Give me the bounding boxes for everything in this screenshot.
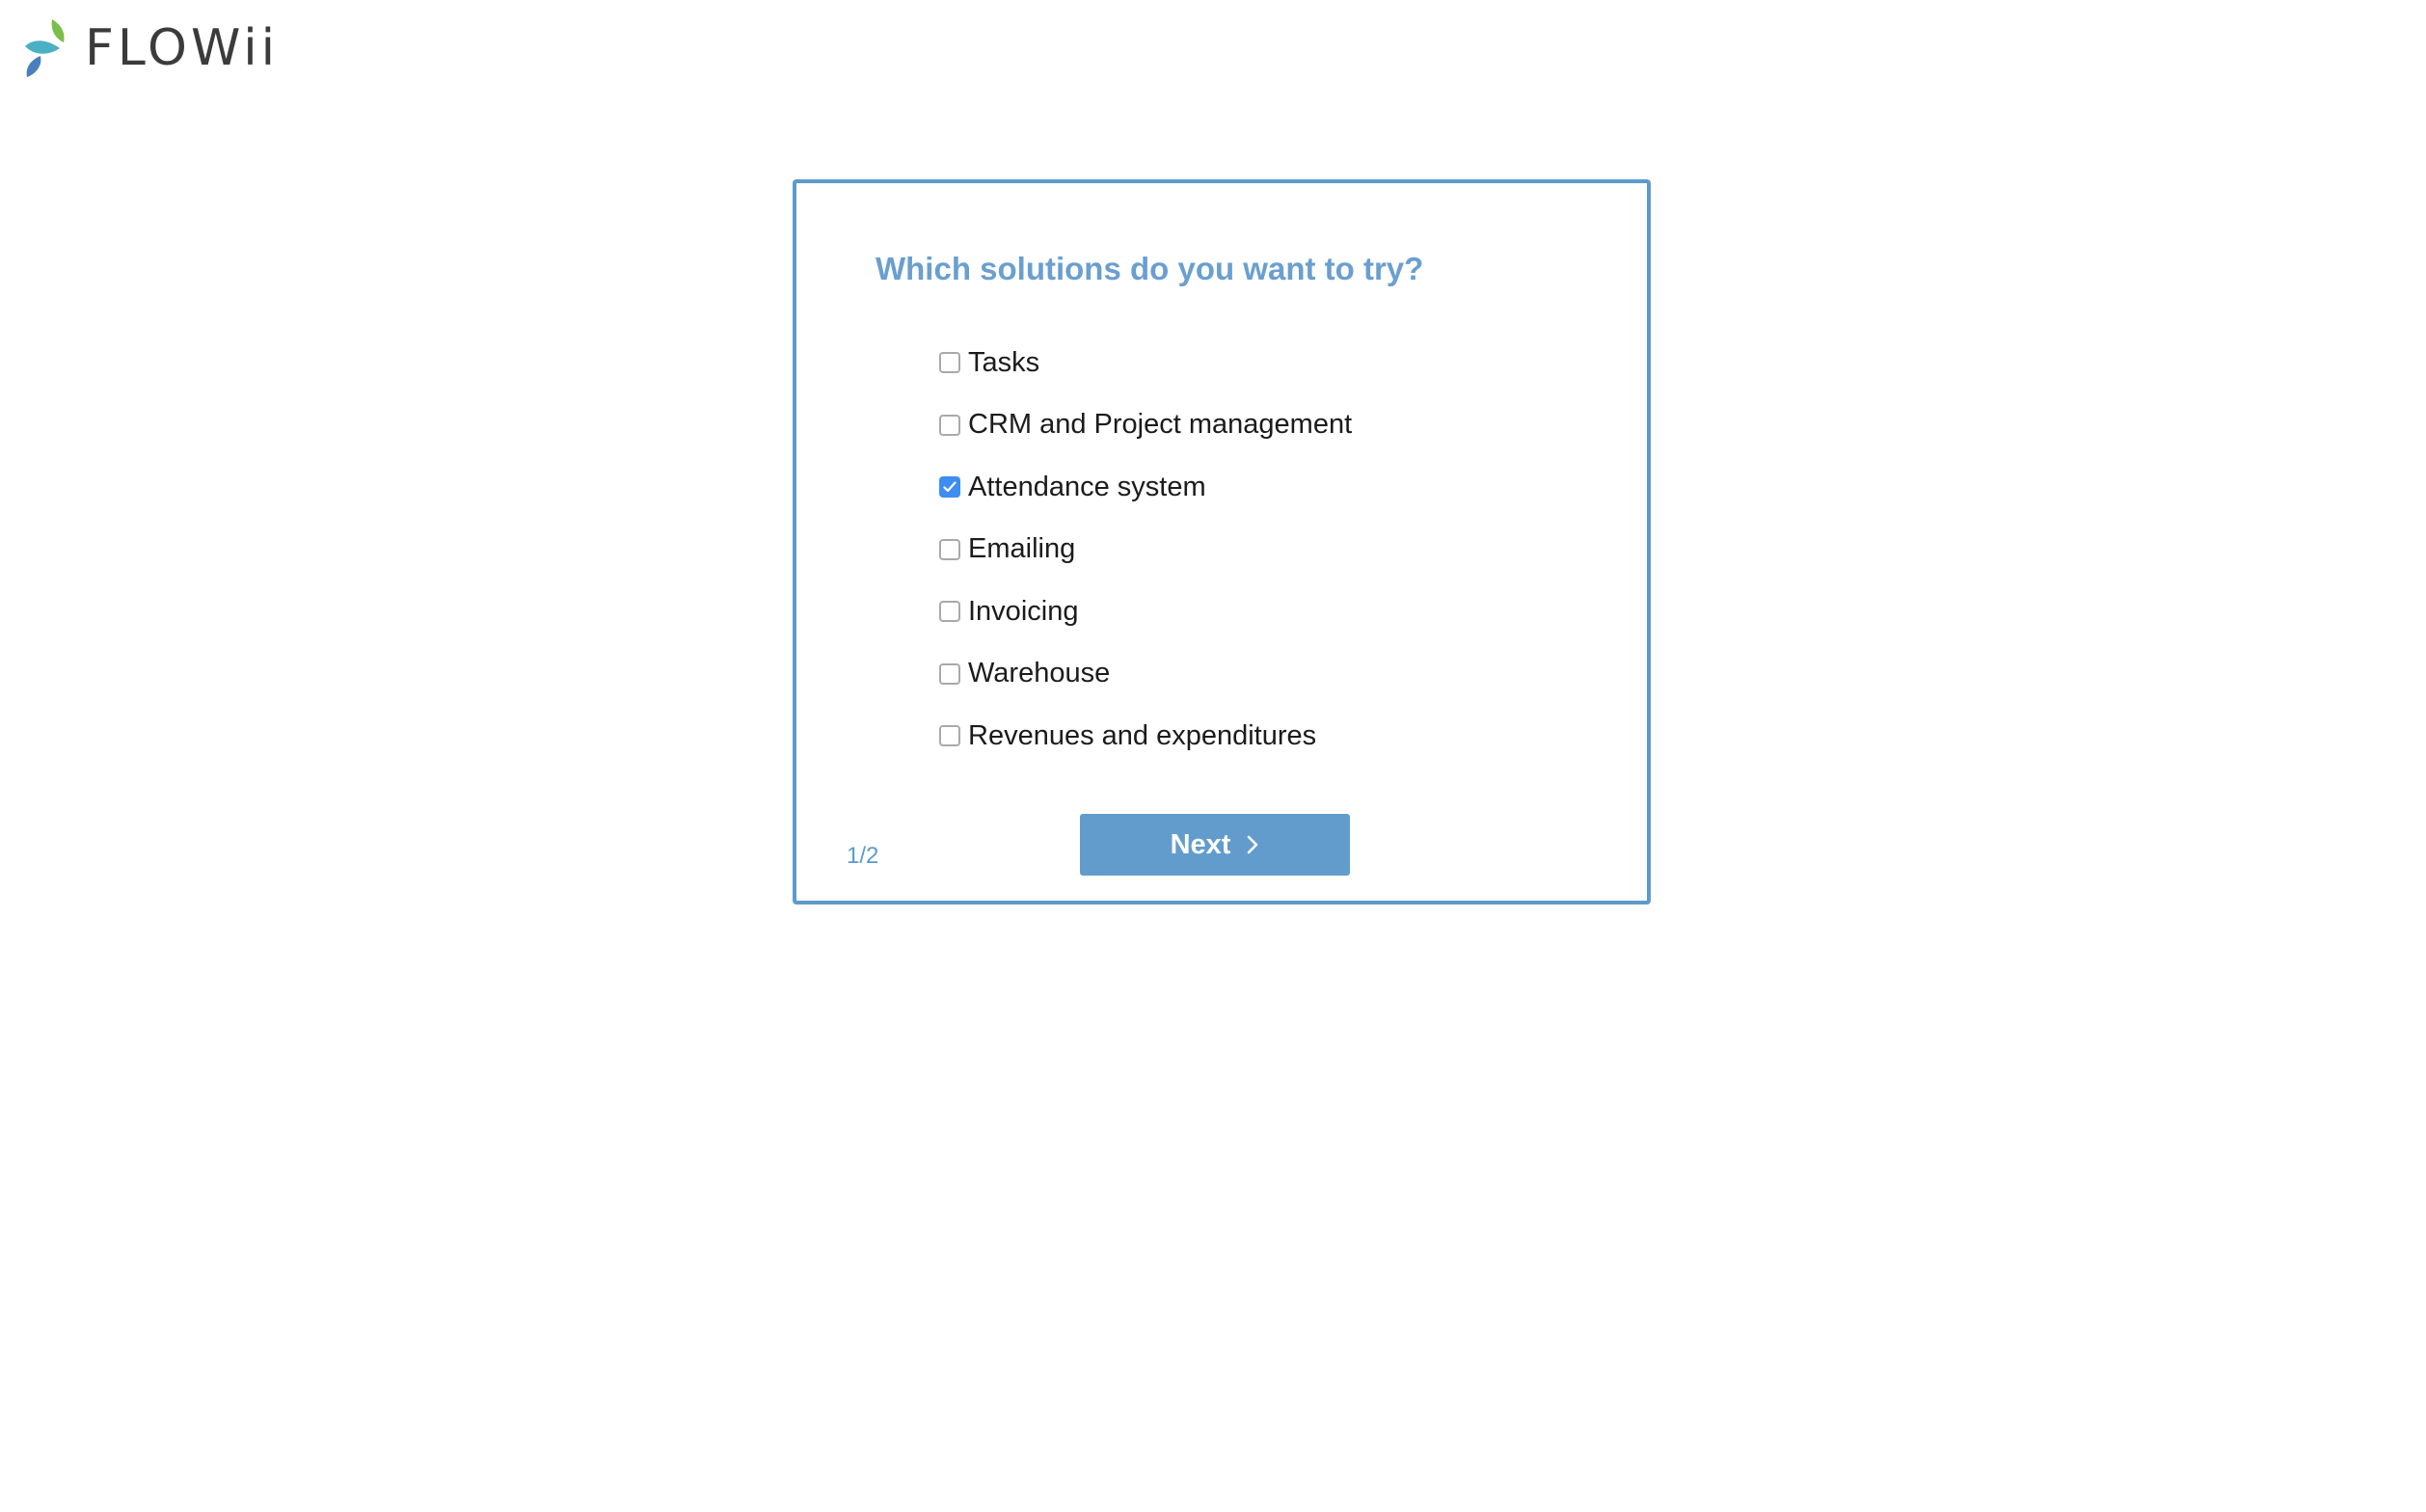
option-revenues-expenditures[interactable] <box>939 705 1352 768</box>
chevron-right-icon <box>1246 835 1259 854</box>
option-tasks[interactable] <box>939 332 1352 394</box>
option-label: Invoicing <box>968 595 1079 627</box>
solutions-list <box>939 332 1352 768</box>
checkbox[interactable] <box>939 476 960 498</box>
flowii-leaf-logo-icon <box>23 17 71 79</box>
option-invoicing[interactable] <box>939 580 1352 643</box>
option-label: Revenues and expenditures <box>968 719 1317 751</box>
option-emailing[interactable] <box>939 519 1352 581</box>
flowii-logo[interactable] <box>23 17 279 79</box>
checkbox[interactable] <box>939 539 960 560</box>
checkmark-icon <box>943 481 957 493</box>
checkbox[interactable] <box>939 663 960 685</box>
option-label: CRM and Project management <box>968 409 1353 441</box>
option-attendance-system[interactable] <box>939 456 1352 519</box>
checkbox[interactable] <box>939 601 960 622</box>
onboarding-card <box>793 179 1651 904</box>
checkbox[interactable] <box>939 352 960 373</box>
next-button[interactable] <box>1080 814 1350 876</box>
checkbox[interactable] <box>939 415 960 436</box>
option-crm-project-management[interactable] <box>939 394 1352 457</box>
brand-name: FLOWii <box>85 19 280 77</box>
option-label: Tasks <box>968 346 1040 378</box>
option-label: Emailing <box>968 533 1076 565</box>
step-indicator: 1/2 <box>847 843 879 869</box>
option-label: Warehouse <box>968 658 1111 689</box>
option-label: Attendance system <box>968 471 1206 502</box>
question-title: Which solutions do you want to try? <box>876 251 1424 286</box>
option-warehouse[interactable] <box>939 643 1352 706</box>
next-button-label: Next <box>1170 828 1231 860</box>
checkbox[interactable] <box>939 725 960 746</box>
